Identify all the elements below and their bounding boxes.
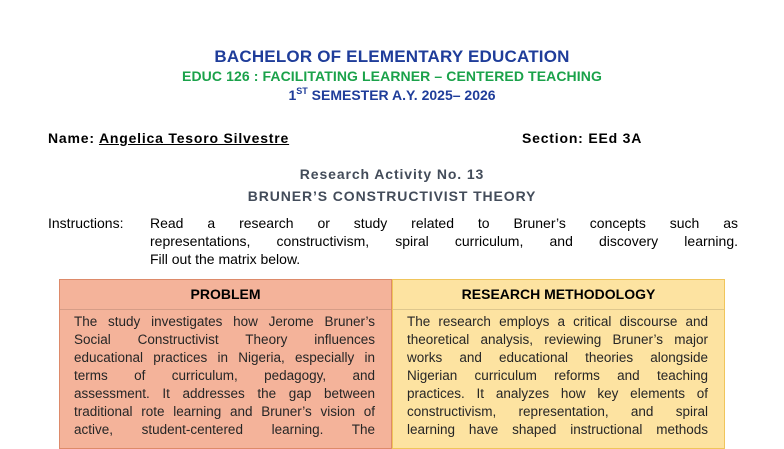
semester-text: SEMESTER A.Y. 2025– 2026 [307,87,496,103]
methodology-column [392,279,725,449]
name-row [48,130,289,146]
instructions-line: Fill out the matrix below. [150,251,301,267]
methodology-line: constructivism, representation, and spiral [407,404,708,419]
course-title: EDUC 126 : FACILITATING LEARNER – CENTERED TEACHING [182,68,602,84]
activity-title: Research Activity No. 13 [299,166,485,182]
problem-line: educational practices in Nigeria, especially in [74,350,375,365]
methodology-line: Nigerian curriculum reforms and teaching [407,368,708,383]
methodology-line: learning have shaped instructional methods [407,422,708,437]
semester-number: 1 [288,87,297,103]
section-label: Section: [522,130,584,146]
instructions-line: Read a research or study related to Bruner’s concepts such as [150,215,738,231]
section-row [522,130,642,146]
name-label: Name: [48,130,95,146]
instructions-line: representations, constructivism, spiral curriculum, and discovery learning. [150,233,738,249]
problem-line: Social Constructivist Theory influences [74,332,375,347]
methodology-heading: RESEARCH METHODOLOGY [393,280,724,310]
methodology-line: practices. It analyzes how key elements of [407,386,708,401]
instructions [48,214,738,268]
problem-line: The study investigates how Jerome Bruner’s [74,314,375,329]
instructions-label: Instructions: [48,215,124,231]
semester-line [0,86,784,103]
problem-line: traditional rote learning and Bruner’s vision of [74,404,375,419]
semester-superscript: ST [296,86,308,96]
methodology-line: works and educational theories alongside [407,350,708,365]
section-value: EEd 3A [588,130,643,146]
methodology-text [393,310,724,439]
methodology-line: The research employs a critical discourse and [407,314,708,329]
student-name: Angelica Tesoro Silvestre [98,130,290,146]
problem-line: assessment. It addresses the gap between [74,386,375,401]
degree-title: BACHELOR OF ELEMENTARY EDUCATION [214,47,570,66]
problem-line: active, student-centered learning. The [74,422,375,437]
problem-heading: PROBLEM [60,280,391,310]
methodology-line: theoretical analysis, reviewing Bruner’s major [407,332,708,347]
activity-subtitle: BRUNER’S CONSTRUCTIVIST THEORY [247,188,537,204]
problem-text [60,310,391,439]
problem-line: terms of curriculum, pedagogy, and [74,368,375,383]
problem-column [59,279,392,449]
instructions-body [150,214,738,268]
